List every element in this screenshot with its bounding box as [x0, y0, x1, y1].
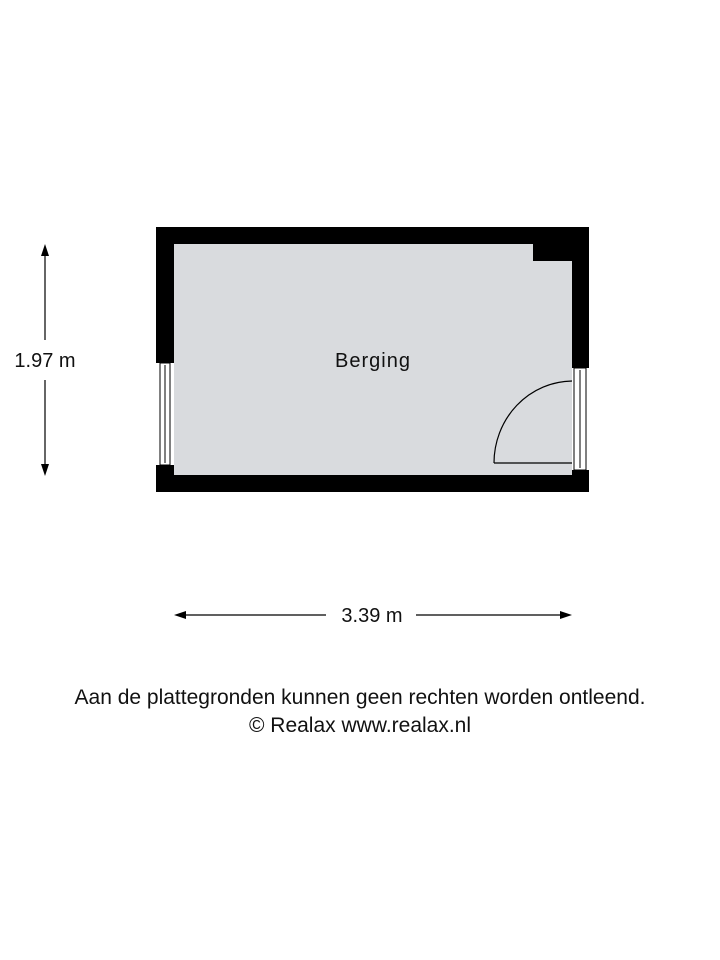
wall-left-upper: [156, 227, 174, 363]
door-frame-right: [574, 368, 586, 470]
height-dimension-label: 1.97 m: [14, 350, 76, 372]
room-label: Berging: [335, 350, 411, 372]
window-left: [160, 363, 170, 465]
wall-right-lower: [572, 470, 589, 492]
width-dimension-label: 3.39 m: [341, 605, 403, 627]
wall-top: [156, 227, 589, 244]
disclaimer-text: Aan de plattegronden kunnen geen rechten worden ontleend.: [74, 686, 646, 709]
wall-bottom: [156, 475, 589, 492]
wall-left-lower: [156, 465, 174, 492]
wall-corner-block: [533, 244, 572, 261]
copyright-text: © Realax www.realax.nl: [248, 714, 472, 737]
wall-right-upper: [572, 227, 589, 368]
